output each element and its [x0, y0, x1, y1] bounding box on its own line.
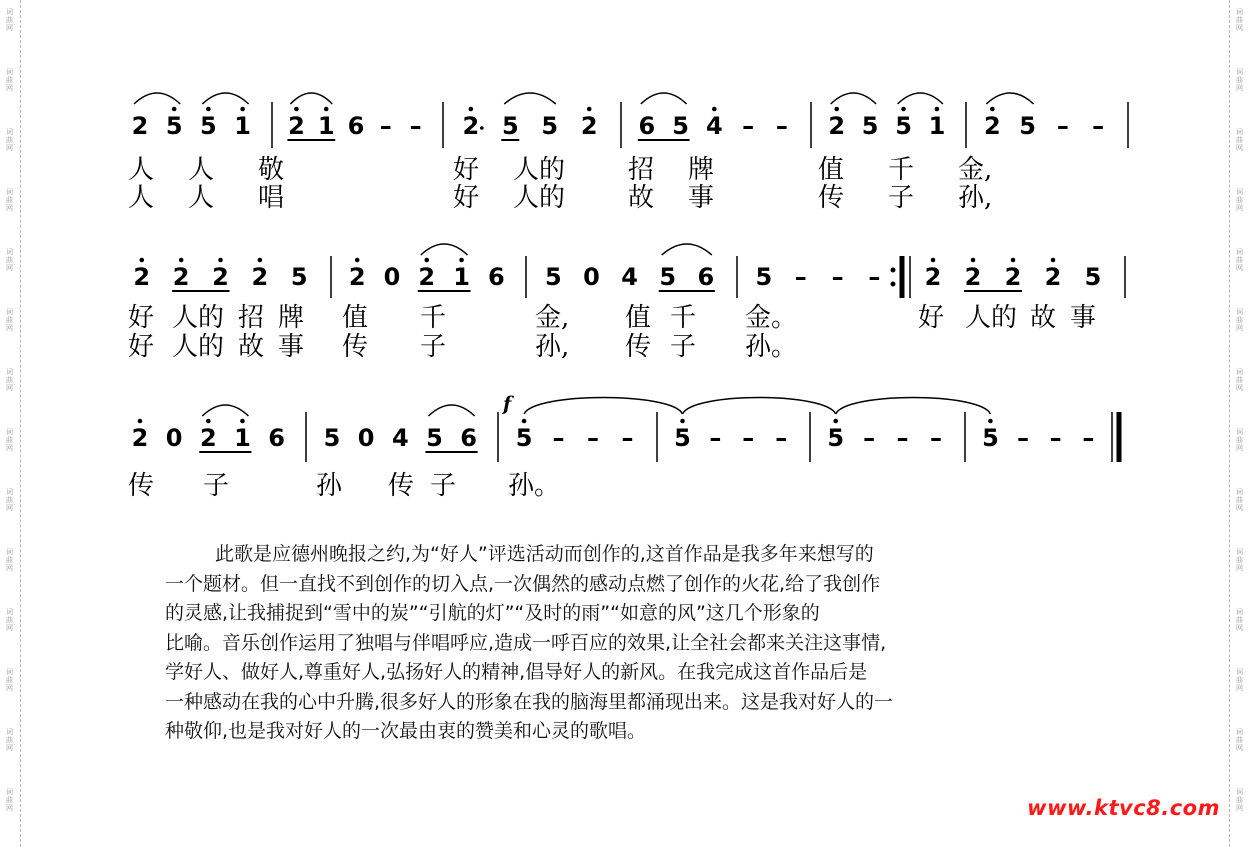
- octave-dot-up: [971, 258, 976, 263]
- lyric-syllable: 牌: [688, 155, 715, 185]
- note-line: 一个题材。但一直找不到创作的切入点,一次偶然的感动点燃了创作的火花,给了我创作: [165, 572, 881, 595]
- jianpu-note: 6: [487, 263, 505, 291]
- jianpu-note: 6: [638, 112, 656, 140]
- slur: [831, 93, 876, 104]
- jianpu-note: 6: [697, 263, 715, 291]
- side-stamp: 词 曲 网: [6, 488, 13, 512]
- slur: [290, 93, 332, 104]
- lyric-syllable: 千: [420, 303, 447, 333]
- jianpu-note: 5: [544, 263, 562, 291]
- lyric-syllable: 孙: [316, 471, 343, 501]
- lyric-syllable: 千: [888, 155, 915, 185]
- dash-note: –: [868, 263, 881, 291]
- slur: [641, 93, 687, 104]
- jianpu-note: 2: [133, 263, 151, 291]
- lyric-syllable: 敬: [258, 155, 285, 185]
- slur: [428, 405, 474, 416]
- dash-note: –: [709, 424, 722, 452]
- repeat-dot: [891, 282, 896, 287]
- dash-note: –: [409, 112, 422, 140]
- jianpu-note: 5: [1084, 263, 1102, 291]
- jianpu-note: 2: [348, 263, 366, 291]
- side-stamp: 词 曲 网: [6, 8, 13, 32]
- jianpu-note: 2: [251, 263, 269, 291]
- lyric-syllable: 人的: [172, 303, 225, 333]
- lyric-syllable: 孙。: [745, 332, 798, 362]
- lyric-syllable: 传: [388, 471, 415, 501]
- lyric-syllable: 招: [238, 303, 265, 333]
- octave-dot-up: [680, 419, 685, 424]
- jianpu-note: 5: [501, 112, 519, 140]
- slur: [202, 93, 248, 104]
- lyric-syllable: 唱: [258, 183, 285, 213]
- note-line: 学好人、做好人,尊重好人,弘扬好人的精神,倡导好人的新风。在我完成这首作品后是: [165, 661, 868, 683]
- side-stamp: 词 曲 网: [6, 668, 13, 692]
- jianpu-note: 5: [290, 263, 308, 291]
- jianpu-note: 5: [861, 112, 879, 140]
- lyric-syllable: 牌: [278, 303, 305, 333]
- lyric-syllable: 值: [818, 155, 845, 185]
- jianpu-note: 2: [1044, 263, 1062, 291]
- octave-dot-up: [258, 258, 263, 263]
- lyric-syllable: 人的: [513, 183, 566, 213]
- lyric-syllable: 值: [342, 303, 369, 333]
- side-stamp: 词 曲 网: [1236, 8, 1243, 32]
- octave-dot-up: [324, 107, 329, 112]
- lyric-syllable: 千: [670, 303, 697, 333]
- note-line: 种敬仰,也是我对好人的一次最由衷的赞美和心灵的歌唱。: [165, 720, 647, 742]
- lyric-syllable: 值: [625, 303, 652, 333]
- jianpu-note: 2: [462, 112, 480, 140]
- jianpu-note: 2: [580, 112, 598, 140]
- dash-note: –: [831, 263, 844, 291]
- slur: [986, 93, 1033, 104]
- jianpu-note: 2: [212, 263, 229, 291]
- tie-arc: [524, 398, 682, 415]
- octave-dot-up: [172, 107, 177, 112]
- lyric-syllable: 子: [420, 332, 447, 362]
- lyric-syllable: 传: [625, 332, 652, 362]
- slur: [898, 93, 943, 104]
- lyric-syllable: 好: [453, 183, 480, 213]
- side-stamp: 词 曲 网: [6, 68, 13, 92]
- lyric-syllable: 故: [1030, 303, 1057, 333]
- dash-note: –: [379, 112, 392, 140]
- octave-dot-up: [834, 107, 839, 112]
- jianpu-note: 1: [317, 112, 335, 140]
- side-stamp: 词 曲 网: [6, 368, 13, 392]
- side-stamp: 词 曲 网: [1236, 188, 1243, 212]
- jianpu-note: 5: [323, 424, 341, 452]
- tie-arc: [836, 398, 991, 415]
- lyric-syllable: 人的: [172, 332, 225, 362]
- side-stamp: 词 曲 网: [1236, 488, 1243, 512]
- lyric-syllable: 人的: [513, 155, 566, 185]
- dash-note: –: [1082, 424, 1095, 452]
- lyric-syllable: 传: [342, 332, 369, 362]
- jianpu-note: 6: [347, 112, 365, 140]
- jianpu-note: 2: [964, 263, 982, 291]
- dash-note: –: [929, 424, 942, 452]
- octave-dot-up: [240, 419, 245, 424]
- jianpu-note: 5: [895, 112, 912, 140]
- lyric-syllable: 金。: [745, 303, 798, 333]
- octave-dot-up: [935, 107, 940, 112]
- octave-dot-up: [138, 419, 143, 424]
- jianpu-note: 0: [357, 424, 375, 452]
- octave-dot-up: [355, 258, 360, 263]
- jianpu-note: 5: [672, 112, 689, 140]
- note-line: 比喻。音乐创作运用了独唱与伴唱呼应,造成一呼百应的效果,让全社会都来关注这事情,: [165, 631, 887, 654]
- dash-note: –: [775, 112, 788, 140]
- lyric-syllable: 好: [453, 155, 480, 185]
- note-line: 一种感动在我的心中升腾,很多好人的形象在我的脑海里都涌现出来。这是我对好人的一: [165, 690, 894, 713]
- side-stamp: 词 曲 网: [6, 608, 13, 632]
- dash-note: –: [1017, 424, 1030, 452]
- slur: [421, 244, 468, 255]
- jianpu-note: 2: [418, 263, 436, 291]
- dash-note: –: [1056, 112, 1069, 140]
- octave-dot-up: [139, 258, 144, 263]
- dynamic-marking: f: [503, 393, 512, 415]
- jianpu-note: 2: [131, 424, 149, 452]
- side-stamp: 词 曲 网: [6, 248, 13, 272]
- lyric-syllable: 故: [238, 332, 265, 362]
- jianpu-note: 2: [1004, 263, 1022, 291]
- composer-note: [165, 540, 1095, 747]
- dash-note: –: [621, 424, 634, 452]
- lyric-syllable: 人的: [965, 303, 1018, 333]
- side-stamp: 词 曲 网: [6, 188, 13, 212]
- jianpu-note: 5: [827, 424, 845, 452]
- dash-note: –: [775, 424, 788, 452]
- note-line: 的灵感,让我捕捉到“雪中的炭”“引航的灯”“及时的雨”“如意的风”这几个形象的: [165, 602, 820, 624]
- side-stamp: 词 曲 网: [6, 308, 13, 332]
- octave-dot-up: [206, 107, 211, 112]
- jianpu-note: 2: [172, 263, 190, 291]
- side-stamp: 词 曲 网: [1236, 428, 1243, 452]
- side-stamp: 词 曲 网: [1236, 608, 1243, 632]
- jianpu-note: 1: [928, 112, 946, 140]
- dash-note: –: [863, 424, 876, 452]
- lyric-syllable: 子: [888, 183, 915, 213]
- side-stamp: 词 曲 网: [1236, 668, 1243, 692]
- octave-dot-up: [988, 419, 993, 424]
- lyric-syllable: 金,: [958, 155, 993, 185]
- side-stamp: 词 曲 网: [1236, 548, 1243, 572]
- dash-note: –: [587, 424, 600, 452]
- side-stamp: 词 曲 网: [1236, 308, 1243, 332]
- jianpu-note: 5: [1019, 112, 1036, 140]
- side-stamp: 词 曲 网: [1236, 248, 1243, 272]
- side-stamp: 词 曲 网: [6, 728, 13, 752]
- lyric-syllable: 好: [128, 303, 155, 333]
- tie-arc: [683, 398, 836, 415]
- jianpu-note: 6: [268, 424, 285, 452]
- side-stamp: 词 曲 网: [1236, 788, 1243, 812]
- dash-note: –: [742, 112, 755, 140]
- side-stamp: 词 曲 网: [6, 128, 13, 152]
- lyric-syllable: 子: [430, 471, 457, 501]
- lyric-syllable: 传: [818, 183, 845, 213]
- side-stamp: 词 曲 网: [1236, 68, 1243, 92]
- octave-dot-up: [240, 107, 245, 112]
- lyric-syllable: 人: [128, 183, 155, 213]
- lyric-syllable: 招: [628, 155, 655, 185]
- lyric-syllable: 故: [628, 183, 655, 213]
- side-stamp: 词 曲 网: [6, 428, 13, 452]
- slur: [662, 244, 712, 255]
- lyric-syllable: 孙。: [508, 471, 561, 501]
- lyric-syllable: 好: [918, 303, 945, 333]
- jianpu-note: 6: [460, 424, 477, 452]
- octave-dot-up: [833, 419, 838, 424]
- jianpu-note: 1: [234, 424, 251, 452]
- jianpu-note: 5: [200, 112, 217, 140]
- lyric-syllable: 金,: [535, 303, 570, 333]
- lyric-syllable: 事: [278, 332, 305, 362]
- octave-dot-up: [1011, 258, 1016, 263]
- jianpu-note: 5: [674, 424, 691, 452]
- octave-dot-up: [587, 107, 592, 112]
- octave-dot-up: [931, 258, 936, 263]
- octave-dot-up: [206, 419, 211, 424]
- octave-dot-up: [469, 107, 474, 112]
- repeat-dot: [891, 268, 896, 273]
- dash-note: –: [1092, 112, 1105, 140]
- lyric-syllable: 人: [188, 155, 215, 185]
- octave-dot-up: [712, 107, 717, 112]
- lyric-syllable: 传: [128, 471, 155, 501]
- side-stamp: 词 曲 网: [1236, 368, 1243, 392]
- jianpu-note: 2: [199, 424, 217, 452]
- jianpu-note: 0: [583, 263, 600, 291]
- jianpu-note: 5: [165, 112, 183, 140]
- jianpu-note: 2: [131, 112, 149, 140]
- jianpu-note: 5: [426, 424, 443, 452]
- lyric-syllable: 子: [203, 471, 230, 501]
- lyric-syllable: 人: [188, 183, 215, 213]
- side-stamp: 词 曲 网: [1236, 728, 1243, 752]
- jianpu-note: 5: [541, 112, 559, 140]
- note-line: 此歌是应德州晚报之约,为“好人”评选活动而创作的,这首作品是我多年来想写的: [215, 543, 874, 565]
- lyric-syllable: 事: [1070, 303, 1097, 333]
- slur: [202, 405, 248, 416]
- jianpu-note: 2: [828, 112, 846, 140]
- side-stamp: 词 曲 网: [1236, 128, 1243, 152]
- jianpu-note: 0: [165, 424, 183, 452]
- slur: [504, 93, 555, 104]
- octave-dot-up: [1051, 258, 1056, 263]
- octave-dot-up: [294, 107, 299, 112]
- site-watermark: www.ktvc8.com: [1027, 796, 1220, 820]
- jianpu-note: 5: [659, 263, 677, 291]
- jianpu-note: 5: [982, 424, 999, 452]
- jianpu-note: 2: [288, 112, 305, 140]
- dash-note: –: [896, 424, 909, 452]
- jianpu-note: 4: [705, 112, 723, 140]
- jianpu-note: 4: [391, 424, 409, 452]
- dash-note: –: [742, 424, 755, 452]
- lyric-syllable: 孙,: [535, 332, 570, 362]
- dash-note: –: [552, 424, 565, 452]
- side-stamp: 词 曲 网: [6, 788, 13, 812]
- octave-dot-up: [901, 107, 906, 112]
- jianpu-note: 2: [924, 263, 942, 291]
- slur: [134, 93, 180, 104]
- octave-dot-up: [990, 107, 995, 112]
- octave-dot-up: [522, 419, 527, 424]
- octave-dot-up: [424, 258, 429, 263]
- jianpu-note: 4: [621, 263, 638, 291]
- dash-note: –: [1049, 424, 1062, 452]
- augmentation-dot: [480, 126, 484, 130]
- lyric-syllable: 事: [688, 183, 715, 213]
- jianpu-note: 2: [983, 112, 1001, 140]
- octave-dot-up: [459, 258, 464, 263]
- jianpu-note: 0: [383, 263, 401, 291]
- jianpu-note: 1: [234, 112, 251, 140]
- lyric-syllable: 孙,: [958, 183, 993, 213]
- octave-dot-up: [218, 258, 223, 263]
- jianpu-note: 5: [755, 263, 773, 291]
- lyric-syllable: 子: [670, 332, 697, 362]
- jianpu-note: 5: [515, 424, 533, 452]
- dash-note: –: [794, 263, 807, 291]
- lyric-syllable: 好: [128, 332, 155, 362]
- octave-dot-up: [179, 258, 184, 263]
- side-stamp: 词 曲 网: [6, 548, 13, 572]
- lyric-syllable: 人: [128, 155, 155, 185]
- jianpu-note: 1: [453, 263, 470, 291]
